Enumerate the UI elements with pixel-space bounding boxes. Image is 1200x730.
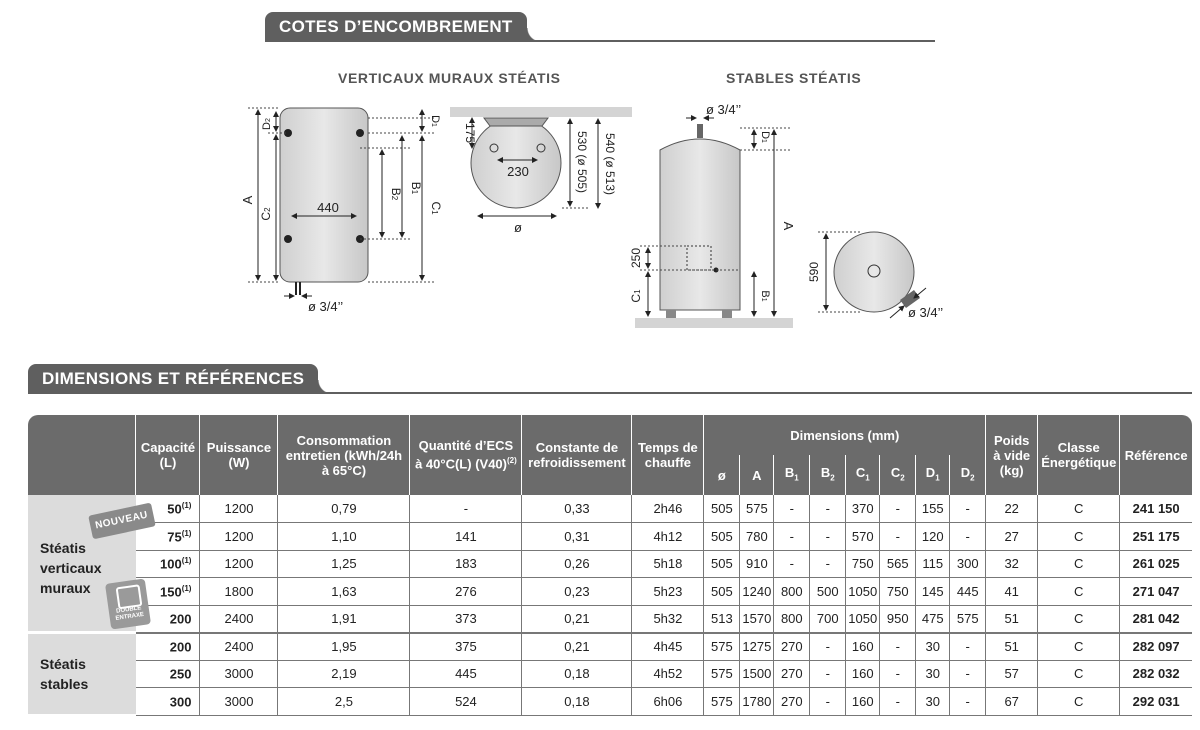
label-540: 540 (ø 513): [603, 132, 617, 196]
cell-dim-o: 575: [704, 660, 740, 688]
cell-dim-o: 575: [704, 633, 740, 661]
cell-constante: 0,23: [522, 578, 632, 606]
cell-classe: C: [1038, 660, 1120, 688]
cell-dim-d1: 30: [916, 660, 950, 688]
cell-reference: 261 025: [1120, 550, 1192, 578]
cell-temps: 5h18: [632, 550, 704, 578]
cell-dim-b1: 800: [774, 578, 810, 606]
cell-poids: 51: [986, 633, 1038, 661]
header-reference: Référence: [1120, 415, 1192, 495]
cell-classe: C: [1038, 605, 1120, 633]
cell-dim-b2: -: [810, 495, 846, 523]
cell-constante: 0,31: [522, 523, 632, 551]
row-group-label: Stéatis stables: [28, 633, 136, 716]
cell-dim-c1: 570: [846, 523, 880, 551]
cell-capacite: 200: [136, 605, 200, 633]
label-width-440: 440: [317, 200, 339, 215]
section-title: DIMENSIONS ET RÉFÉRENCES: [28, 364, 318, 394]
cell-consommation: 2,5: [278, 688, 410, 716]
cell-dim-a: 1240: [740, 578, 774, 606]
table-row: [28, 605, 1192, 633]
cell-dim-b1: 270: [774, 688, 810, 716]
label-590: 590: [807, 261, 821, 283]
cell-dim-c1: 750: [846, 550, 880, 578]
double-entraxe-badge: DOUBLE ENTRAXE: [105, 578, 151, 629]
cell-temps: 4h12: [632, 523, 704, 551]
table-row: [28, 523, 1192, 551]
header-temps: Temps de chauffe: [632, 415, 704, 495]
header-dim: $D_2$: [950, 455, 986, 495]
label-pipe-top: ø 3/4’’: [706, 102, 742, 117]
cell-dim-d2: 445: [950, 578, 986, 606]
cell-reference: 251 175: [1120, 523, 1192, 551]
cell-puissance: 3000: [200, 660, 278, 688]
cell-poids: 51: [986, 605, 1038, 633]
cell-consommation: 1,10: [278, 523, 410, 551]
label-530: 530 (ø 505): [575, 130, 589, 194]
cell-constante: 0,21: [522, 633, 632, 661]
cell-dim-b2: -: [810, 523, 846, 551]
cell-dim-c2: -: [880, 523, 916, 551]
cell-constante: 0,33: [522, 495, 632, 523]
table-row: [28, 660, 1192, 688]
cell-poids: 67: [986, 688, 1038, 716]
cell-consommation: 1,25: [278, 550, 410, 578]
header-corner: [28, 415, 136, 495]
cell-dim-b2: -: [810, 660, 846, 688]
table-row: [28, 578, 1192, 606]
cell-classe: C: [1038, 550, 1120, 578]
cell-classe: C: [1038, 495, 1120, 523]
header-dim: $C_1$: [846, 455, 880, 495]
cell-dim-o: 505: [704, 578, 740, 606]
cell-puissance: 3000: [200, 688, 278, 716]
cell-dim-b1: -: [774, 523, 810, 551]
cell-dim-c1: 160: [846, 688, 880, 716]
cell-dim-o: 505: [704, 523, 740, 551]
cell-dim-d2: 575: [950, 605, 986, 633]
cell-quantite: 375: [410, 633, 522, 661]
cell-dim-a: 1780: [740, 688, 774, 716]
cell-dim-c2: -: [880, 660, 916, 688]
cell-puissance: 2400: [200, 605, 278, 633]
cell-constante: 0,18: [522, 660, 632, 688]
label-b1-stable: B1: [759, 290, 771, 302]
cell-dim-d2: -: [950, 688, 986, 716]
table-row: [28, 495, 1192, 523]
label-pipe-side: ø 3/4’’: [908, 305, 944, 320]
cell-dim-c2: -: [880, 633, 916, 661]
cell-puissance: 1800: [200, 578, 278, 606]
label-c2: C2: [259, 207, 273, 221]
cell-quantite: 524: [410, 688, 522, 716]
cell-reference: 281 042: [1120, 605, 1192, 633]
cell-dim-c1: 1050: [846, 578, 880, 606]
cell-dim-d2: -: [950, 495, 986, 523]
header-consommation: Consommation entretien (kWh/24h à 65°C): [278, 415, 410, 495]
header-dim: $B_1$: [774, 455, 810, 495]
cell-consommation: 1,63: [278, 578, 410, 606]
cell-dim-b1: 800: [774, 605, 810, 633]
cell-dim-a: 1500: [740, 660, 774, 688]
header-dim: $C_2$: [880, 455, 916, 495]
label-250: 250: [629, 247, 643, 269]
standing-tank-front-view: [629, 102, 796, 328]
table-row: [28, 633, 1192, 661]
cell-dim-a: 780: [740, 523, 774, 551]
label-a: A: [240, 195, 255, 205]
label-d1-stable: D1: [759, 131, 771, 143]
cell-dim-c2: 750: [880, 578, 916, 606]
cell-capacite: 150$^{(1)}$: [136, 578, 200, 606]
label-175: 175: [463, 122, 477, 144]
wall-tank-top-view: [450, 107, 632, 235]
cell-dim-a: 575: [740, 495, 774, 523]
cell-dim-d2: -: [950, 633, 986, 661]
cell-reference: 271 047: [1120, 578, 1192, 606]
header-dim: $B_2$: [810, 455, 846, 495]
cell-poids: 27: [986, 523, 1038, 551]
cell-dim-c2: -: [880, 495, 916, 523]
diagram-right-title: STABLES STÉATIS: [726, 70, 862, 86]
cell-quantite: 445: [410, 660, 522, 688]
cell-reference: 282 097: [1120, 633, 1192, 661]
cell-capacite: 75$^{(1)}$: [136, 523, 200, 551]
cell-constante: 0,26: [522, 550, 632, 578]
cell-classe: C: [1038, 523, 1120, 551]
cell-dim-b1: -: [774, 495, 810, 523]
label-d1: D1: [429, 115, 441, 127]
cell-poids: 41: [986, 578, 1038, 606]
cell-quantite: 183: [410, 550, 522, 578]
cell-puissance: 1200: [200, 523, 278, 551]
cell-capacite: 200: [136, 633, 200, 661]
cell-dim-b2: 500: [810, 578, 846, 606]
standing-tank-top-view: [807, 232, 943, 320]
technical-drawings: [0, 0, 1200, 340]
cell-temps: 5h23: [632, 578, 704, 606]
cell-dim-c1: 370: [846, 495, 880, 523]
cell-quantite: 141: [410, 523, 522, 551]
cell-dim-d1: 145: [916, 578, 950, 606]
header-capacite: Capacité (L): [136, 415, 200, 495]
table-row: [28, 550, 1192, 578]
cell-consommation: 2,19: [278, 660, 410, 688]
cell-dim-b1: 270: [774, 633, 810, 661]
label-c1-stable: C1: [629, 289, 643, 303]
table-row: [28, 688, 1192, 716]
label-b1: B1: [409, 181, 423, 195]
label-c1: C1: [429, 201, 443, 215]
row-group-label: Stéatis verticaux muraux NOUVEAU DOUBLE ENTRAXE: [28, 495, 136, 633]
cell-quantite: 373: [410, 605, 522, 633]
cell-dim-d1: 155: [916, 495, 950, 523]
cell-temps: 2h46: [632, 495, 704, 523]
cell-temps: 6h06: [632, 688, 704, 716]
cell-temps: 4h45: [632, 633, 704, 661]
header-constante: Constante de refroidissement: [522, 415, 632, 495]
cell-dim-a: 1570: [740, 605, 774, 633]
cell-reference: 292 031: [1120, 688, 1192, 716]
cell-dim-d1: 115: [916, 550, 950, 578]
cell-dim-o: 575: [704, 688, 740, 716]
cell-dim-c2: -: [880, 688, 916, 716]
cell-reference: 241 150: [1120, 495, 1192, 523]
header-dim: A: [740, 455, 774, 495]
cell-dim-d2: 300: [950, 550, 986, 578]
wall-tank-front-view: [240, 108, 443, 314]
header-puissance: Puissance (W): [200, 415, 278, 495]
table-body: [28, 495, 1192, 715]
cell-consommation: 1,95: [278, 633, 410, 661]
cell-quantite: -: [410, 495, 522, 523]
cell-capacite: 250: [136, 660, 200, 688]
cell-dim-c1: 1050: [846, 605, 880, 633]
header-classe: Classe Énergétique: [1038, 415, 1120, 495]
cell-dim-a: 910: [740, 550, 774, 578]
cell-temps: 5h32: [632, 605, 704, 633]
nouveau-badge: NOUVEAU: [88, 503, 155, 540]
cell-dim-c2: 950: [880, 605, 916, 633]
cell-capacite: 50$^{(1)}$: [136, 495, 200, 523]
cell-constante: 0,18: [522, 688, 632, 716]
label-d2: D2: [261, 118, 273, 130]
cell-dim-o: 505: [704, 550, 740, 578]
cell-reference: 282 032: [1120, 660, 1192, 688]
cell-capacite: 100$^{(1)}$: [136, 550, 200, 578]
cell-puissance: 1200: [200, 550, 278, 578]
label-a-stable: A: [781, 221, 796, 231]
cell-consommation: 0,79: [278, 495, 410, 523]
header-poids: Poids à vide (kg): [986, 415, 1038, 495]
cell-dim-b2: -: [810, 688, 846, 716]
label-pipe-left: ø 3/4’’: [308, 299, 344, 314]
cell-dim-b1: 270: [774, 660, 810, 688]
cell-dim-c1: 160: [846, 633, 880, 661]
cell-dim-b2: 700: [810, 605, 846, 633]
cell-dim-o: 513: [704, 605, 740, 633]
cell-dim-d1: 30: [916, 688, 950, 716]
cell-dim-d2: -: [950, 523, 986, 551]
label-b2: B2: [389, 187, 403, 201]
cell-dim-d2: -: [950, 660, 986, 688]
cell-dim-d1: 30: [916, 633, 950, 661]
cell-dim-c2: 565: [880, 550, 916, 578]
cell-capacite: 300: [136, 688, 200, 716]
cell-puissance: 2400: [200, 633, 278, 661]
label-230: 230: [507, 164, 529, 179]
cell-poids: 57: [986, 660, 1038, 688]
section-header-table: [28, 364, 1192, 394]
dimensions-references-table: [28, 415, 1192, 717]
cell-temps: 4h52: [632, 660, 704, 688]
section-rule: [28, 392, 1192, 394]
header-quantite: Quantité d’ECS à 40°C(L) $(V40)^{(2)}$: [410, 415, 522, 495]
cell-dim-b2: -: [810, 633, 846, 661]
cell-dim-d1: 475: [916, 605, 950, 633]
cell-dim-b2: -: [810, 550, 846, 578]
header-dimensions: Dimensions (mm): [704, 415, 986, 455]
cell-dim-o: 505: [704, 495, 740, 523]
section-title: COTES D’ENCOMBREMENT: [265, 12, 527, 42]
cell-poids: 22: [986, 495, 1038, 523]
header-dim: $D_1$: [916, 455, 950, 495]
header-dim: ø: [704, 455, 740, 495]
cell-poids: 32: [986, 550, 1038, 578]
cell-quantite: 276: [410, 578, 522, 606]
cell-consommation: 1,91: [278, 605, 410, 633]
cell-dim-a: 1275: [740, 633, 774, 661]
cell-dim-c1: 160: [846, 660, 880, 688]
cell-puissance: 1200: [200, 495, 278, 523]
cell-classe: C: [1038, 633, 1120, 661]
label-diameter: ø: [514, 220, 522, 235]
cell-dim-d1: 120: [916, 523, 950, 551]
cell-dim-b1: -: [774, 550, 810, 578]
cell-classe: C: [1038, 688, 1120, 716]
diagram-left-title: VERTICAUX MURAUX STÉATIS: [338, 70, 561, 86]
cell-classe: C: [1038, 578, 1120, 606]
cell-constante: 0,21: [522, 605, 632, 633]
